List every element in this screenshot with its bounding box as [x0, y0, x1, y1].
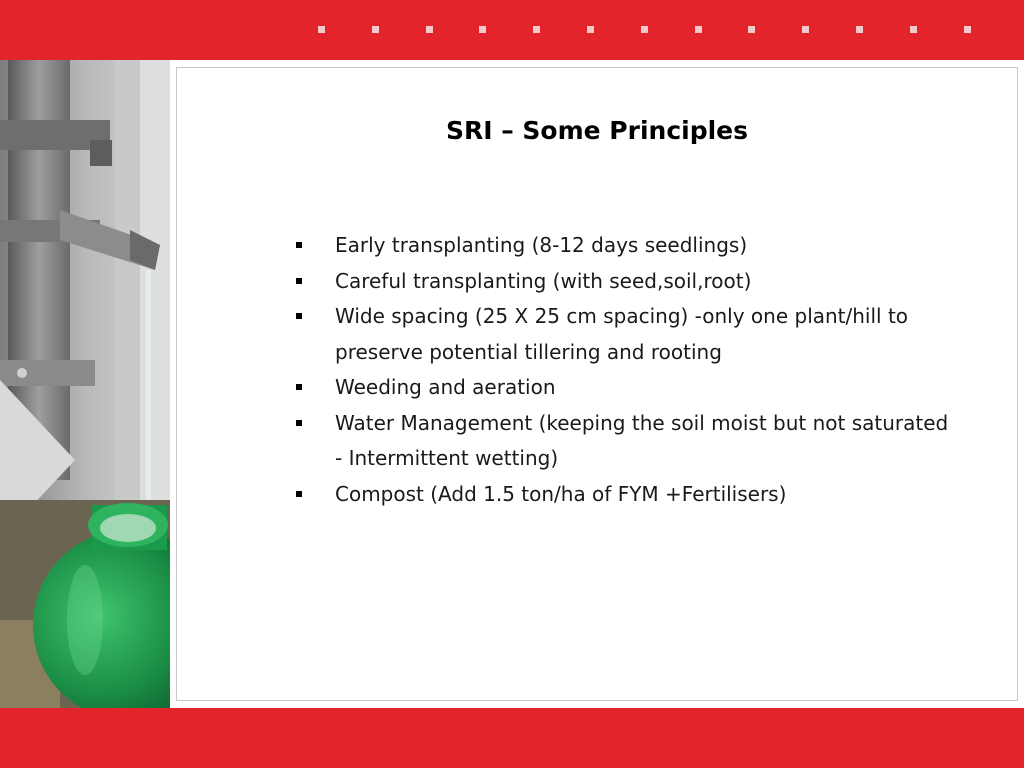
bullet-item	[292, 477, 952, 513]
bullet-text: Weeding and aeration	[335, 375, 556, 399]
slide-title: SRI – Some Principles	[445, 116, 749, 145]
band-dot	[856, 26, 863, 33]
bullet-text: Water Management (keeping the soil moist but not saturated - Intermittent wetting)	[335, 410, 949, 470]
bullet-item	[292, 264, 952, 300]
bullet-text: Wide spacing (25 X 25 cm spacing) -only one plant/hill to preserve potential tillering and rooting	[335, 304, 909, 364]
band-dot	[695, 26, 702, 33]
top-red-band	[0, 0, 1024, 60]
square-bullet-icon	[296, 420, 302, 426]
band-dot	[426, 26, 433, 33]
band-dot	[318, 26, 325, 33]
band-dot	[964, 26, 971, 33]
hand-pump-photo	[0, 60, 170, 708]
square-bullet-icon	[296, 242, 302, 248]
square-bullet-icon	[296, 313, 302, 319]
band-dot	[479, 26, 486, 33]
band-dot	[587, 26, 594, 33]
square-bullet-icon	[296, 491, 302, 497]
band-dot	[910, 26, 917, 33]
bullet-item	[292, 299, 952, 370]
principles-list	[292, 228, 952, 512]
bullet-text: Careful transplanting (with seed,soil,root)	[335, 268, 752, 293]
square-bullet-icon	[296, 384, 302, 390]
bullet-text: Compost (Add 1.5 ton/ha of FYM +Fertilisers)	[335, 481, 787, 506]
band-dot	[802, 26, 809, 33]
band-dot	[533, 26, 540, 33]
band-dot	[641, 26, 648, 33]
square-bullet-icon	[296, 278, 302, 284]
bullet-item	[292, 370, 952, 406]
bullet-item	[292, 228, 952, 264]
band-dot	[372, 26, 379, 33]
bottom-red-band	[0, 708, 1024, 768]
band-dot	[748, 26, 755, 33]
bullet-text: Early transplanting (8-12 days seedlings)	[335, 233, 748, 257]
bullet-item	[292, 406, 952, 477]
